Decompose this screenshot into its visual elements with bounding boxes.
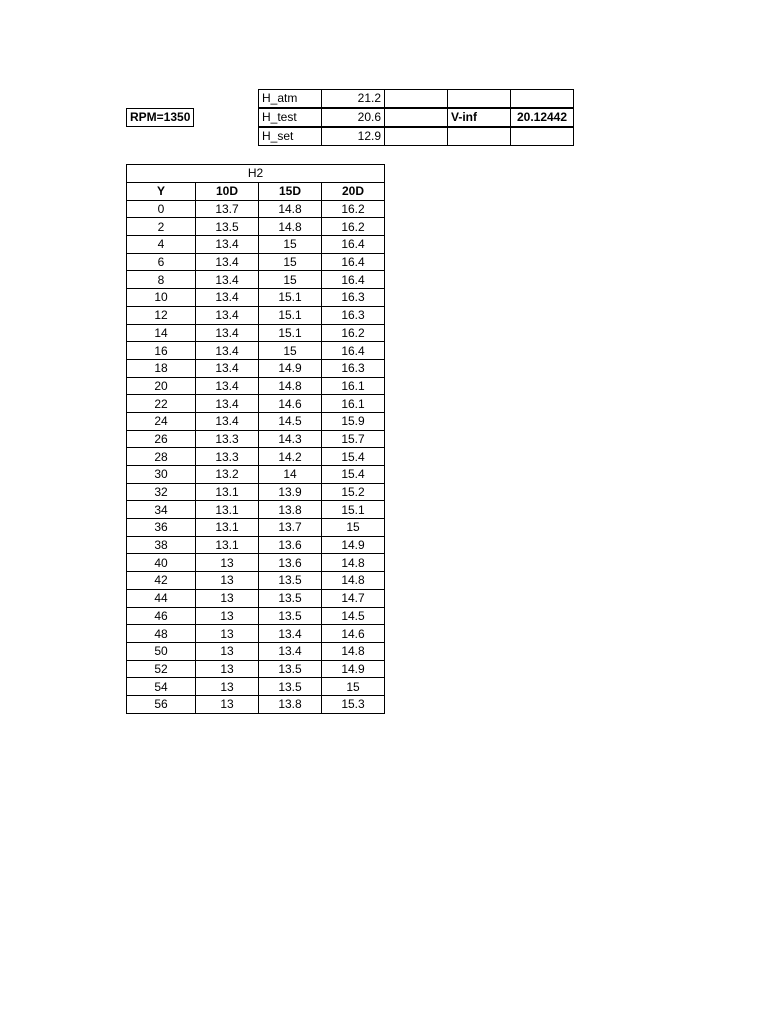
cell-20d: 14.7 <box>322 589 385 607</box>
cell-10d: 13 <box>196 607 259 625</box>
cell-20d: 16.4 <box>322 236 385 254</box>
cell-y: 8 <box>127 271 196 289</box>
cell-y: 34 <box>127 501 196 519</box>
table-row <box>127 695 385 713</box>
cell-20d: 14.8 <box>322 572 385 590</box>
cell-20d: 16.4 <box>322 253 385 271</box>
cell-10d: 13 <box>196 678 259 696</box>
header-20d: 20D <box>322 183 385 201</box>
cell-10d: 13.4 <box>196 342 259 360</box>
cell-y: 44 <box>127 589 196 607</box>
table-row <box>127 519 385 537</box>
cell-20d: 15.4 <box>322 448 385 466</box>
table-row <box>127 589 385 607</box>
cell-y: 36 <box>127 519 196 537</box>
cell-15d: 13.5 <box>259 660 322 678</box>
cell-15d: 15 <box>259 253 322 271</box>
cell-y: 28 <box>127 448 196 466</box>
cell-20d: 15.2 <box>322 483 385 501</box>
table-row <box>127 430 385 448</box>
cell-y: 10 <box>127 289 196 307</box>
cell-20d: 15.4 <box>322 466 385 484</box>
cell-10d: 13.4 <box>196 236 259 254</box>
param-value-h-atm: 21.2 <box>321 89 385 108</box>
cell-10d: 13.4 <box>196 377 259 395</box>
cell-20d: 14.9 <box>322 536 385 554</box>
cell-y: 56 <box>127 695 196 713</box>
cell-y: 12 <box>127 306 196 324</box>
cell-y: 26 <box>127 430 196 448</box>
table-row <box>127 501 385 519</box>
cell-20d: 15.1 <box>322 501 385 519</box>
cell-10d: 13.4 <box>196 412 259 430</box>
cell-10d: 13.1 <box>196 536 259 554</box>
cell-10d: 13.4 <box>196 253 259 271</box>
cell-15d: 13.8 <box>259 501 322 519</box>
cell-15d: 14.8 <box>259 218 322 236</box>
table-row <box>127 324 385 342</box>
cell-15d: 15.1 <box>259 324 322 342</box>
cell-10d: 13.1 <box>196 501 259 519</box>
cell-15d: 15.1 <box>259 306 322 324</box>
cell-10d: 13.4 <box>196 324 259 342</box>
cell-15d: 15 <box>259 236 322 254</box>
table-row <box>127 253 385 271</box>
header-10d: 10D <box>196 183 259 201</box>
cell-y: 2 <box>127 218 196 236</box>
table-row <box>127 306 385 324</box>
cell-y: 50 <box>127 642 196 660</box>
cell-y: 40 <box>127 554 196 572</box>
table-row <box>127 607 385 625</box>
cell-10d: 13.4 <box>196 359 259 377</box>
cell-10d: 13 <box>196 572 259 590</box>
table-row <box>127 342 385 360</box>
table-row <box>127 395 385 413</box>
table-row <box>127 536 385 554</box>
cell-20d: 16.4 <box>322 342 385 360</box>
header-15d: 15D <box>259 183 322 201</box>
table-row <box>127 377 385 395</box>
cell-y: 0 <box>127 200 196 218</box>
param-name-h-set: H_set <box>258 127 322 146</box>
table-row <box>127 236 385 254</box>
param-empty-cell <box>384 89 448 108</box>
cell-10d: 13.4 <box>196 271 259 289</box>
table-row <box>127 642 385 660</box>
cell-20d: 16.3 <box>322 359 385 377</box>
cell-20d: 14.8 <box>322 642 385 660</box>
cell-15d: 13.5 <box>259 572 322 590</box>
cell-15d: 14.8 <box>259 377 322 395</box>
cell-y: 46 <box>127 607 196 625</box>
cell-10d: 13.4 <box>196 395 259 413</box>
vinf-label: V-inf <box>447 108 511 127</box>
cell-15d: 13.7 <box>259 519 322 537</box>
cell-y: 22 <box>127 395 196 413</box>
cell-20d: 16.1 <box>322 377 385 395</box>
cell-10d: 13.7 <box>196 200 259 218</box>
cell-10d: 13.4 <box>196 289 259 307</box>
cell-10d: 13 <box>196 625 259 643</box>
cell-15d: 14.2 <box>259 448 322 466</box>
param-empty-cell <box>510 89 574 108</box>
param-name-h-atm: H_atm <box>258 89 322 108</box>
table-title: H2 <box>126 164 385 183</box>
cell-y: 30 <box>127 466 196 484</box>
table-row <box>127 412 385 430</box>
cell-20d: 16.4 <box>322 271 385 289</box>
table-row <box>127 466 385 484</box>
cell-15d: 14.8 <box>259 200 322 218</box>
table-row <box>127 572 385 590</box>
cell-10d: 13.3 <box>196 430 259 448</box>
cell-15d: 14.3 <box>259 430 322 448</box>
cell-20d: 16.3 <box>322 289 385 307</box>
cell-y: 4 <box>127 236 196 254</box>
cell-y: 52 <box>127 660 196 678</box>
cell-10d: 13 <box>196 660 259 678</box>
cell-10d: 13.4 <box>196 306 259 324</box>
cell-10d: 13.5 <box>196 218 259 236</box>
cell-20d: 15 <box>322 678 385 696</box>
param-empty-cell <box>447 89 511 108</box>
cell-20d: 14.9 <box>322 660 385 678</box>
table-row <box>127 200 385 218</box>
table-row <box>127 483 385 501</box>
cell-y: 20 <box>127 377 196 395</box>
cell-20d: 16.2 <box>322 324 385 342</box>
cell-y: 32 <box>127 483 196 501</box>
cell-15d: 13.4 <box>259 642 322 660</box>
cell-10d: 13.1 <box>196 519 259 537</box>
param-empty-cell <box>384 108 448 127</box>
cell-15d: 15 <box>259 342 322 360</box>
cell-y: 18 <box>127 359 196 377</box>
cell-20d: 14.8 <box>322 554 385 572</box>
table-row <box>127 448 385 466</box>
cell-15d: 13.6 <box>259 536 322 554</box>
param-name-h-test: H_test <box>258 108 322 127</box>
cell-20d: 16.1 <box>322 395 385 413</box>
cell-10d: 13.2 <box>196 466 259 484</box>
cell-y: 54 <box>127 678 196 696</box>
cell-20d: 14.5 <box>322 607 385 625</box>
table-row <box>127 271 385 289</box>
cell-15d: 13.4 <box>259 625 322 643</box>
vinf-value: 20.12442 <box>510 108 574 127</box>
param-value-h-set: 12.9 <box>321 127 385 146</box>
cell-20d: 15.3 <box>322 695 385 713</box>
cell-15d: 13.5 <box>259 678 322 696</box>
cell-y: 38 <box>127 536 196 554</box>
table-row <box>127 660 385 678</box>
rpm-label: RPM=1350 <box>126 108 194 127</box>
table-row <box>127 289 385 307</box>
cell-10d: 13 <box>196 642 259 660</box>
param-value-h-test: 20.6 <box>321 108 385 127</box>
cell-15d: 13.5 <box>259 607 322 625</box>
cell-y: 6 <box>127 253 196 271</box>
table-row <box>127 218 385 236</box>
table-row <box>127 359 385 377</box>
cell-15d: 14.9 <box>259 359 322 377</box>
cell-10d: 13 <box>196 695 259 713</box>
data-table <box>126 182 385 714</box>
cell-15d: 15.1 <box>259 289 322 307</box>
cell-15d: 15 <box>259 271 322 289</box>
cell-10d: 13 <box>196 589 259 607</box>
cell-20d: 15.9 <box>322 412 385 430</box>
table-header-row <box>127 183 385 201</box>
param-empty-cell <box>510 127 574 146</box>
cell-y: 16 <box>127 342 196 360</box>
cell-y: 48 <box>127 625 196 643</box>
param-empty-cell <box>447 127 511 146</box>
cell-15d: 13.9 <box>259 483 322 501</box>
cell-20d: 16.3 <box>322 306 385 324</box>
cell-y: 42 <box>127 572 196 590</box>
cell-15d: 14.5 <box>259 412 322 430</box>
table-body <box>127 200 385 713</box>
cell-15d: 13.6 <box>259 554 322 572</box>
cell-15d: 13.5 <box>259 589 322 607</box>
cell-15d: 14.6 <box>259 395 322 413</box>
cell-15d: 14 <box>259 466 322 484</box>
cell-20d: 15 <box>322 519 385 537</box>
cell-y: 24 <box>127 412 196 430</box>
cell-10d: 13.3 <box>196 448 259 466</box>
table-row <box>127 554 385 572</box>
cell-20d: 16.2 <box>322 218 385 236</box>
param-empty-cell <box>384 127 448 146</box>
header-y: Y <box>127 183 196 201</box>
cell-10d: 13.1 <box>196 483 259 501</box>
cell-10d: 13 <box>196 554 259 572</box>
cell-y: 14 <box>127 324 196 342</box>
cell-20d: 14.6 <box>322 625 385 643</box>
table-row <box>127 678 385 696</box>
cell-20d: 15.7 <box>322 430 385 448</box>
cell-20d: 16.2 <box>322 200 385 218</box>
cell-15d: 13.8 <box>259 695 322 713</box>
table-row <box>127 625 385 643</box>
